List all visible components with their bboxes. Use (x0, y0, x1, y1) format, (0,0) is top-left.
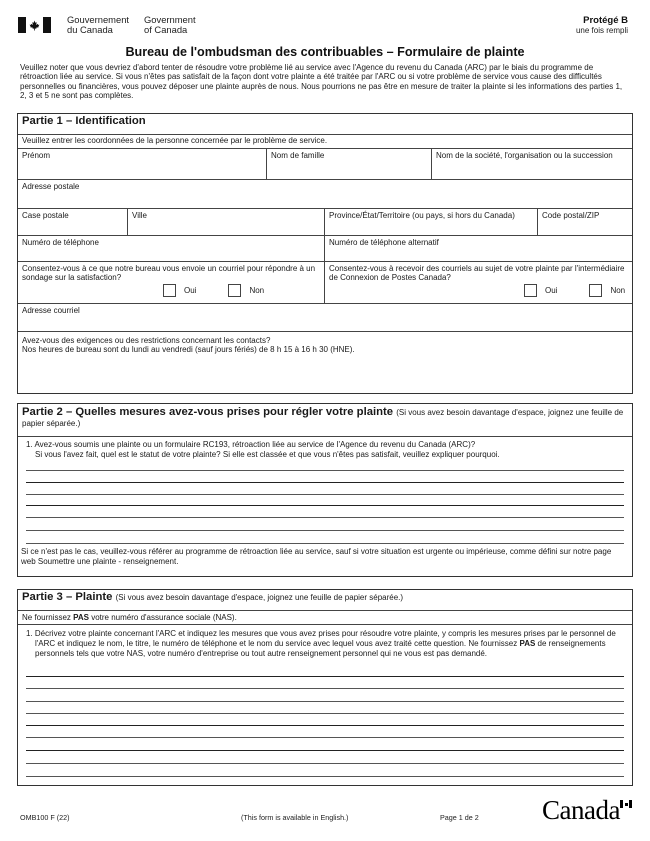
page-title: Bureau de l'ombudsman des contribuables – Formulaire de plainte (125, 45, 525, 59)
part3-answer-area[interactable] (18, 625, 632, 785)
wordmark-flag-icon (620, 800, 632, 808)
province-field[interactable]: Province/État/Territoire (ou pays, si hors du Canada) (325, 209, 538, 235)
city-field[interactable]: Ville (128, 209, 325, 235)
part3-section (17, 589, 633, 786)
page-number: Page 1 de 2 (440, 813, 479, 822)
org-name-field[interactable]: Nom de la société, l'organisation ou la succession (436, 151, 613, 160)
mailing-address-field[interactable]: Adresse postale (22, 182, 80, 191)
survey-yes-checkbox[interactable] (163, 284, 176, 297)
intro-text: Veuillez noter que vous devriez d'abord tenter de résoudre votre problème lié au service avec l'Agence du revenu du Canada (ARC) par le biais du programme de rétroaction liée au service. Si vous n'êtes pas satisfait de la façon dont votre plainte a été traitée par l'ARC ou si votre problème de service vous cause des difficultés personnelles ou financières, vous pouvez déposer une plainte auprès de nous. Nous pourrions ne pas être en mesure de traiter la plainte si les informations des parties 1, 2, 3 et 5 ne sont pas complètes. (20, 63, 623, 101)
part1-instruction: Veuillez entrer les coordonnées de la personne concernée par le problème de service. (22, 136, 328, 145)
part2-answer-area[interactable]: 1. Avez-vous soumis une plainte ou un formulaire RC193, rétroaction liée au service de l'Agence du revenu du Canada (ARC)? Si vous l'avez fait, quel est le statut de votre plainte? Si elle est classée et que vous n'êtes pas satisfait, veuillez expliquer pourquoi. Si ce n'est pas le cas, veuillez-vous référer au programme de rétroaction liée au service, sauf si votre situation est urgente ou impérieuse, comme défini sur notre page web Soumettre une plainte - renseignement. (18, 437, 632, 576)
first-name-field[interactable]: Prénom (18, 149, 267, 179)
part1-heading: Partie 1 – Identification (22, 115, 146, 127)
part2-question: 1. Avez-vous soumis une plainte ou un formulaire RC193, rétroaction liée au service de l'Agence du revenu du Canada (ARC)? (26, 440, 476, 449)
email-consent: Consentez-vous à recevoir des courriels au sujet de votre plainte par l'intermédiaire de Connexion de Postes Canada? Oui Non (325, 262, 632, 303)
protection-level: Protégé B une fois rempli (575, 15, 628, 35)
sin-warning: Ne fournissez PAS votre numéro d'assurance sociale (NAS). (22, 613, 237, 622)
email-field[interactable]: Adresse courriel (22, 306, 80, 315)
gov-name-fr: Gouvernement du Canada (67, 14, 130, 35)
po-box-field[interactable]: Case postale (18, 209, 128, 235)
phone-field[interactable]: Numéro de téléphone (18, 236, 325, 261)
part3-heading: Partie 3 – Plainte (Si vous avez besoin davantage d'espace, joignez une feuille de papier séparée.) (22, 591, 404, 603)
government-flag-logo (18, 17, 51, 33)
survey-consent: Consentez-vous à ce que notre bureau vous envoie un courriel pour répondre à un sondage sur la satisfaction? Oui Non (18, 262, 325, 303)
part2-heading: Partie 2 – Quelles mesures avez-vous prises pour régler votre plainte (Si vous avez besoin davantage d'espace, joignez une feuille de papier séparée.) (22, 406, 624, 428)
part3-question: 1. Décrivez votre plainte concernant l'ARC et indiquez les mesures que vous avez prises pour résoudre votre plainte, y compris les mesures prises par le personnel de l'ARC et indiquez le nom, le titre, le numéro de téléphone et le nom du service avec lequel vous avez traité cette question. Ne fournissez PAS de renseignements personnels tels que votre NAS, votre numéro d'entreprise ou tout autre renseignement personnel qui ne vous est pas demandé. (26, 629, 616, 658)
email-consent-no-checkbox[interactable] (589, 284, 602, 297)
part1-section (17, 113, 633, 394)
part2-section (17, 403, 633, 577)
form-code: OMB100 F (22) (20, 813, 70, 822)
last-name-field[interactable]: Nom de famille (267, 149, 432, 179)
part2-footnote: Si ce n'est pas le cas, veuillez-vous référer au programme de rétroaction liée au service, sauf si votre situation est urgente ou impérieuse, comme défini sur notre page web Soumettre une plainte - renseignement. (21, 547, 612, 566)
maple-leaf-icon (26, 17, 43, 33)
survey-no-checkbox[interactable] (228, 284, 241, 297)
english-availability-note: (This form is available in English.) (241, 813, 349, 822)
canada-wordmark: Canada (542, 795, 620, 825)
postal-code-field[interactable]: Code postal/ZIP (542, 211, 600, 220)
email-consent-yes-checkbox[interactable] (524, 284, 537, 297)
contact-restrictions-field[interactable]: Avez-vous des exigences ou des restrictions concernant les contacts? Nos heures de bureau sont du lundi au vendredi (sauf jours fériés) de 8 h 15 à 16 h 30 (HNE). (22, 336, 355, 355)
alt-phone-field[interactable]: Numéro de téléphone alternatif (329, 238, 439, 247)
gov-name-en: Government of Canada (144, 14, 196, 35)
